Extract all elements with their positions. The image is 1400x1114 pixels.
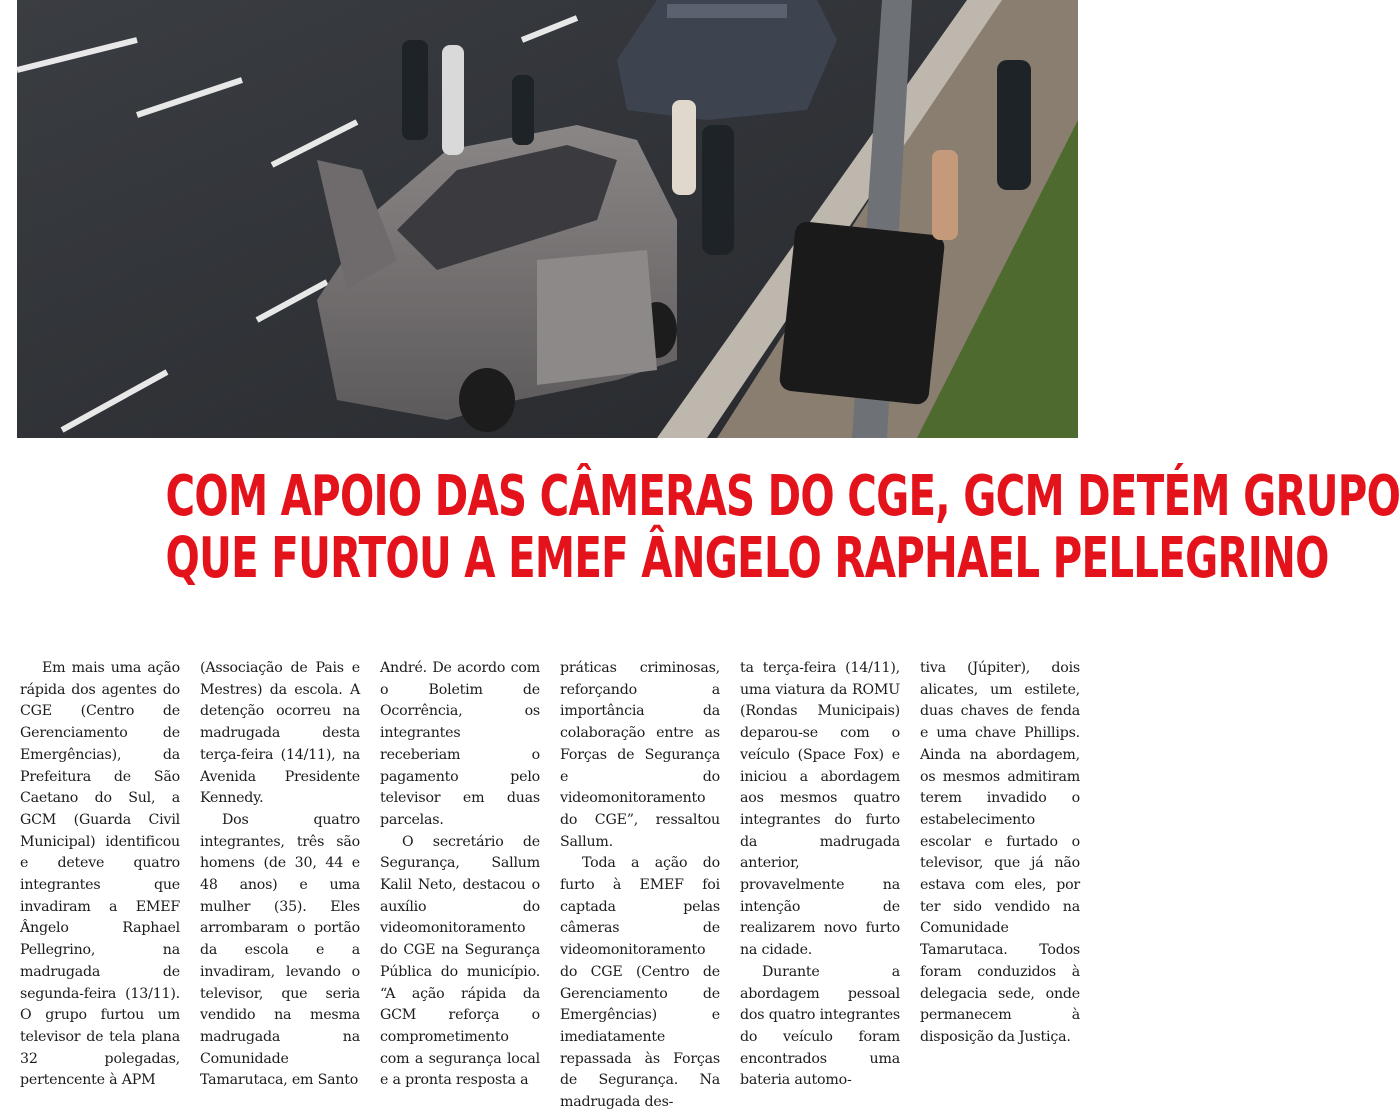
headline-line-1: COM APOIO DAS CÂMERAS DO CGE, GCM DETÉM GRUPO (165, 464, 1400, 529)
article-body (20, 658, 1080, 1111)
article-column-5 (740, 658, 900, 1089)
article-column-1 (20, 658, 180, 1089)
article-column-2 (200, 658, 360, 1089)
article-photo (17, 0, 1078, 438)
paragraph: Dos quatro integrantes, três são homens (de 30, 44 e 48 anos) e uma mulher (35). Eles arrombaram o portão da escola e a invadiram, levando o televisor, que seria vendido na mesma madrugada na Comunidade Tamarutaca, em Santo (200, 811, 360, 1089)
paragraph: André. De acordo com o Boletim de Ocorrência, os integrantes receberiam o pagamento pelo televisor em duas parcelas. (380, 660, 540, 828)
article-column-4 (560, 658, 720, 1111)
article-column-6 (920, 658, 1080, 1045)
paragraph: Toda a ação do furto à EMEF foi captada pelas câmeras de videomonitoramento do CGE (Centro de Gerenciamento de Emergências) e imediatamente repassada às Forças de Segurança. Na madrugada des- (560, 855, 720, 1111)
paragraph: tiva (Júpiter), dois alicates, um estilete, duas chaves de fenda e uma chave Phillips. Ainda na abordagem, os mesmos admitiram terem invadido o estabelecimento escolar e furtado o televisor, que já não estava com eles, por ter sido vendido na Comunidade Tamarutaca. Todos foram conduzidos à delegacia sede, onde permanecem à disposição da Justiça. (920, 660, 1080, 1045)
paragraph: O secretário de Segurança, Sallum Kalil Neto, destacou o auxílio do videomonitoramento do CGE na Segurança Pública do município. “A ação rápida da GCM reforça o comprometimento com a segurança local e a pronta resposta a (380, 833, 540, 1089)
headline (165, 464, 1400, 591)
paragraph: Em mais uma ação rápida dos agentes do CGE (Centro de Gerenciamento de Emergências), da Prefeitura de São Caetano do Sul, a GCM (Guarda Civil Municipal) identificou e deteve quatro integrantes que invadiram a EMEF Ângelo Raphael Pellegrino, na madrugada de segunda-feira (13/11). O grupo furtou um televisor de tela plana 32 polegadas, pertencente à APM (20, 660, 180, 1089)
paragraph: (Associação de Pais e Mestres) da escola. A detenção ocorreu na madrugada desta terça-feira (14/11), na Avenida Presidente Kennedy. (200, 660, 360, 807)
article-column-3 (380, 658, 540, 1089)
paragraph: ta terça-feira (14/11), uma viatura da ROMU (Rondas Municipais) deparou-se com o veículo (Space Fox) e iniciou a abordagem aos mesmos quatro integrantes do furto da madrugada anterior, provavelmente na intenção de realizarem novo furto na cidade. (740, 660, 900, 959)
headline-line-2: QUE FURTOU A EMEF ÂNGELO RAPHAEL PELLEGRINO (165, 526, 1329, 591)
paragraph: Durante a abordagem pessoal dos quatro integrantes do veículo foram encontrados uma bateria automo- (740, 963, 900, 1089)
street-scene-image (17, 0, 1078, 438)
vehicle-door-label (667, 4, 787, 18)
paragraph: práticas criminosas, reforçando a importância da colaboração entre as Forças de Segurança e do videomonitoramento do CGE”, ressaltou Sallum. (560, 660, 720, 850)
